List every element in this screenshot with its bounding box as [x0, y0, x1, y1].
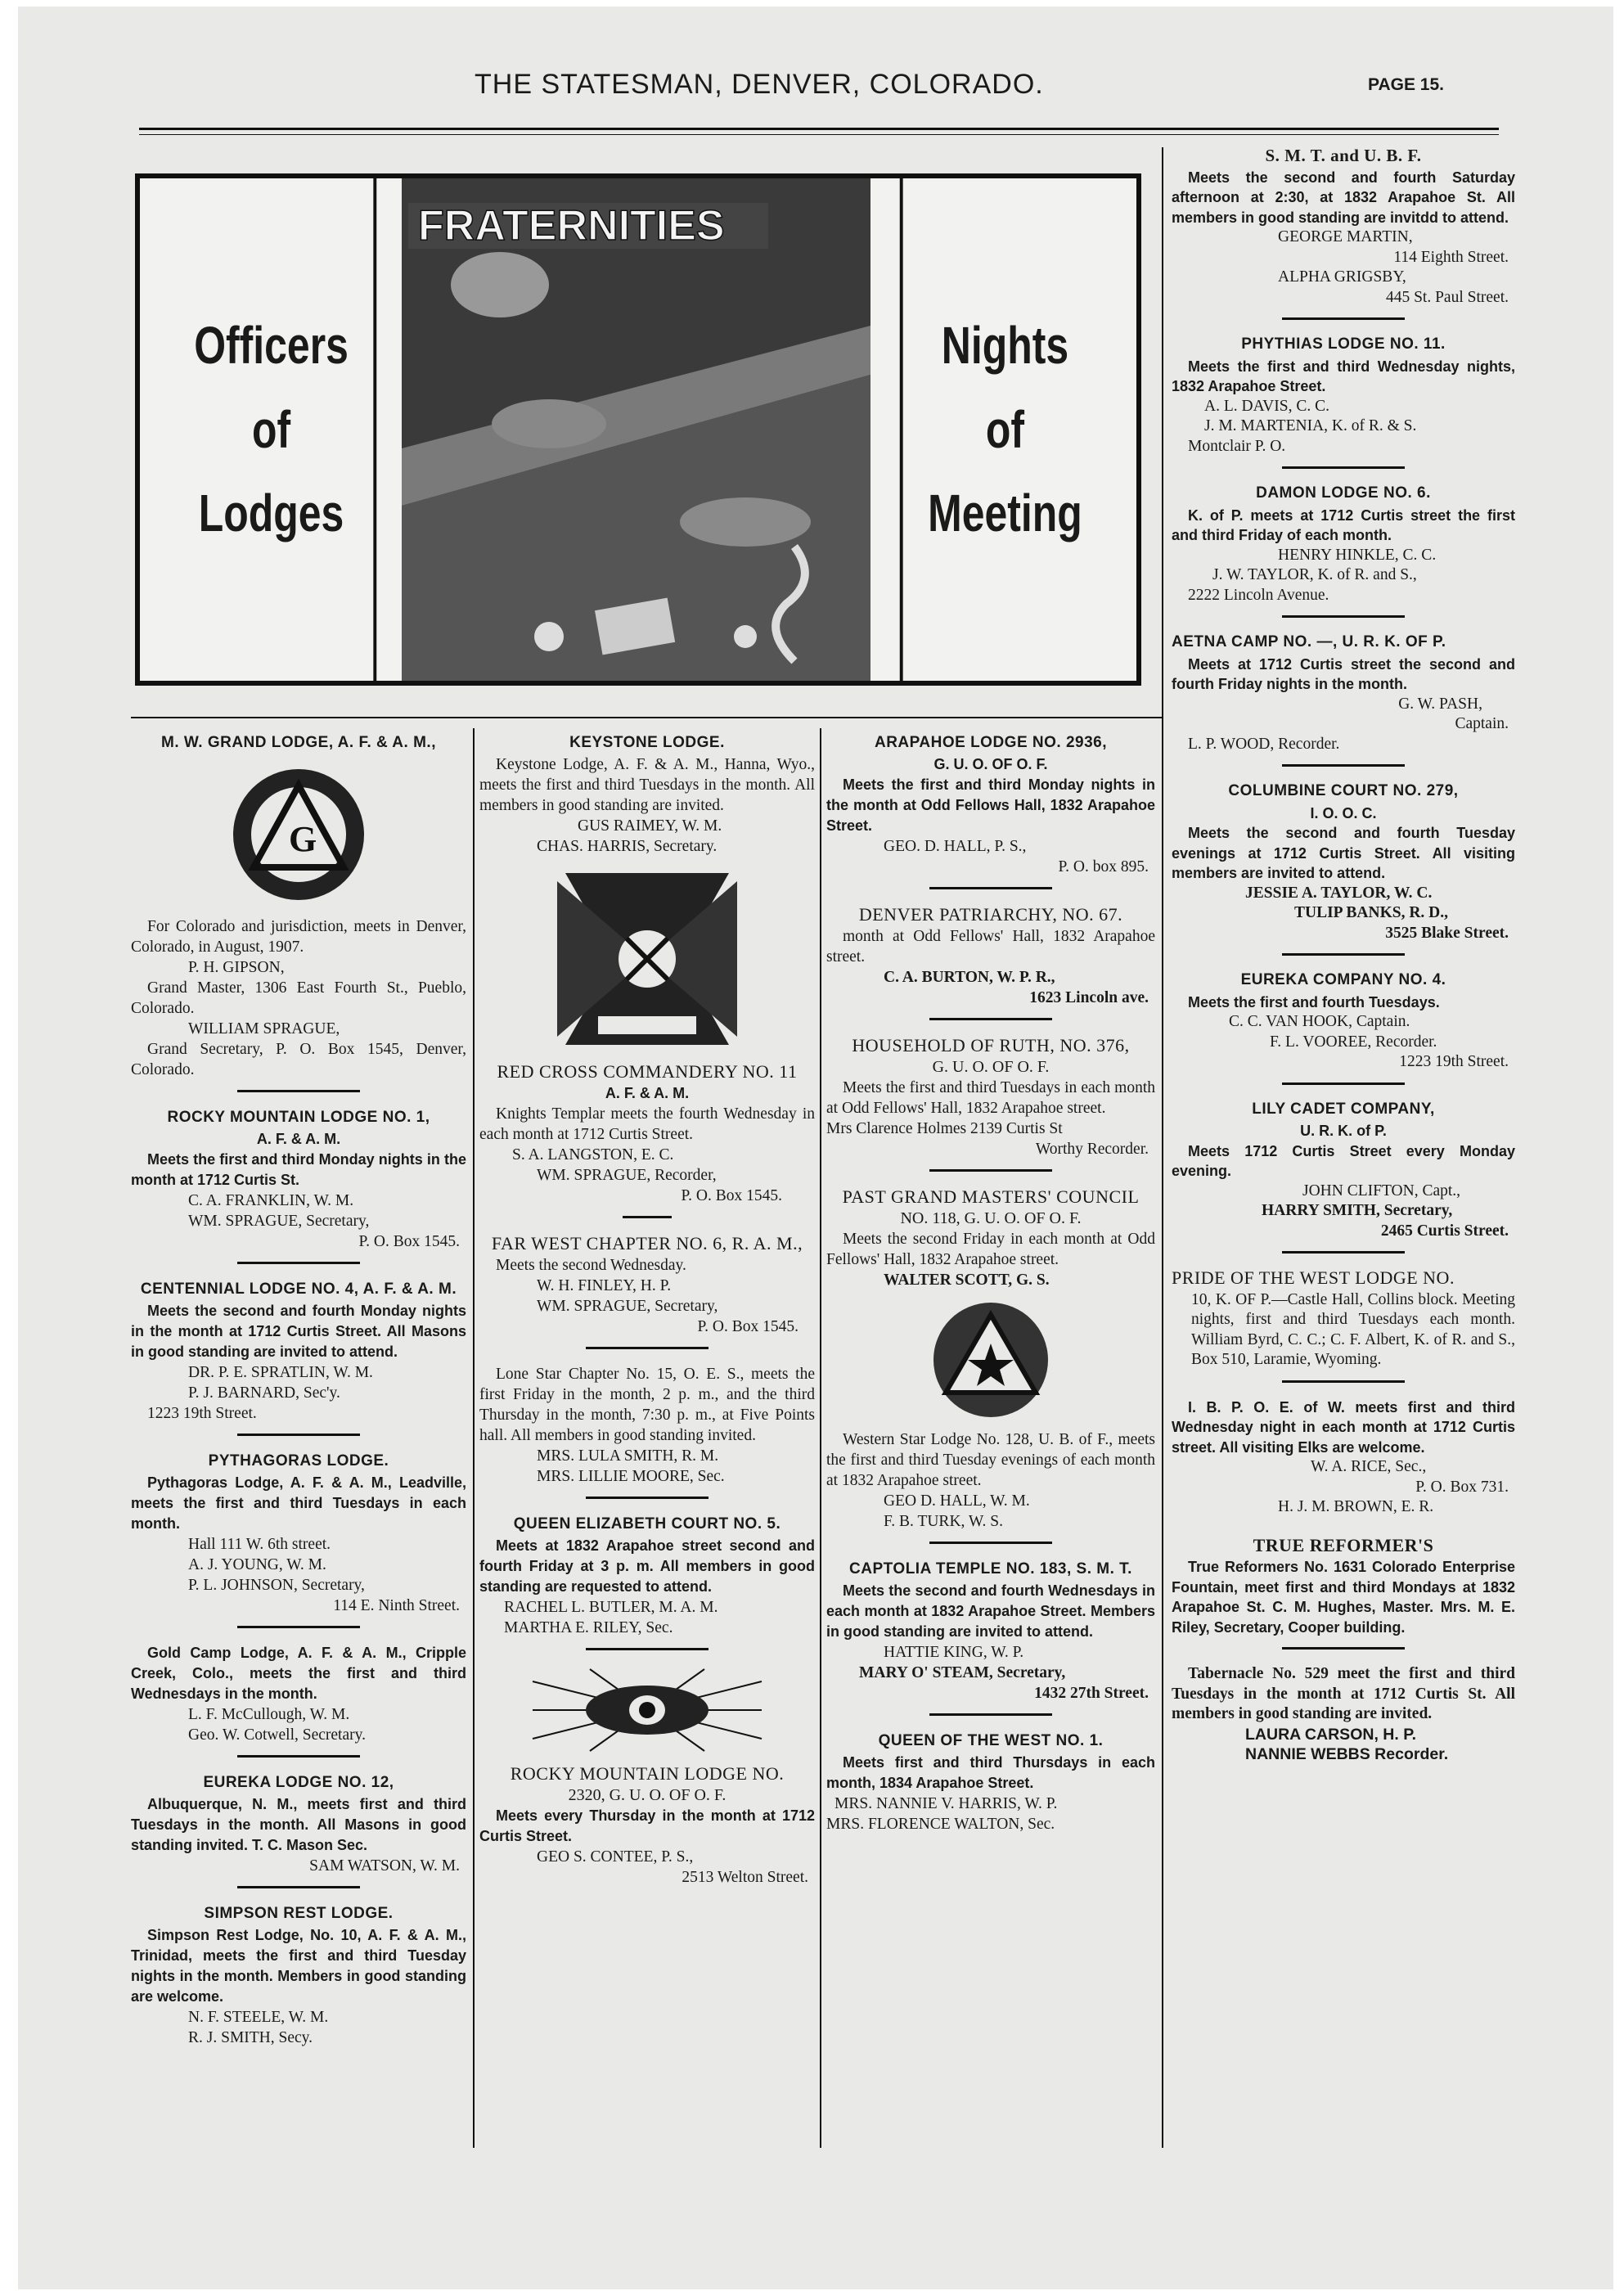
listing-subheading: A. F. & A. M. — [256, 1131, 341, 1147]
listing-subheading: I. O. O. C. — [1310, 804, 1377, 821]
listing-body: Albuquerque, N. M., meets first and third Tuesdays in the month. All Masons in good standing invited. T. C. Mason Sec. — [131, 1796, 466, 1853]
listing-body: Simpson Rest Lodge, No. 10, A. F. & A. M., Trinidad, meets the first and third Tuesday nights in the month. Members in good standing are welcome. — [131, 1927, 466, 2005]
listing-heading: QUEEN OF THE WEST NO. 1. — [878, 1732, 1104, 1749]
separator — [929, 1713, 1052, 1716]
listing-eureka-lodge — [131, 1772, 466, 1876]
listing-signature: Hall 111 W. 6th street. — [188, 1536, 331, 1553]
listing-eureka-company — [1172, 970, 1515, 1073]
listing-grand-lodge — [131, 732, 466, 1080]
listing-heading: TRUE REFORMER'S — [1253, 1534, 1434, 1555]
listing-red-cross-commandery — [479, 1061, 815, 1206]
listing-signature: NANNIE WEBBS Recorder. — [1245, 1745, 1449, 1763]
listing-signature: MARY O' STEAM, Secretary, — [859, 1664, 1066, 1681]
listing-pythagoras-lodge — [131, 1451, 466, 1616]
listing-body: Western Star Lodge No. 128, U. B. of F., meets the first and third Tuesday evenings of each month at 1832 Arapahoe street. — [826, 1431, 1155, 1489]
listing-signature: J. M. MARTENIA, K. of R. & S. — [1204, 417, 1417, 434]
listing-heading: PHYTHIAS LODGE NO. 11. — [1241, 335, 1446, 353]
banner-right-line-1: Nights — [941, 316, 1069, 376]
masonic-emblem-icon — [225, 761, 372, 908]
listing-heading: PAST GRAND MASTERS' COUNCIL — [842, 1186, 1140, 1207]
listing-signature: P. O. Box 1545. — [358, 1233, 460, 1250]
listing-centennial-lodge — [131, 1279, 466, 1424]
listing-signature: Geo. W. Cotwell, Secretary. — [188, 1726, 366, 1744]
listing-signature: CHAS. HARRIS, Secretary. — [537, 838, 718, 855]
listing-signature: RACHEL L. BUTLER, M. A. M. — [504, 1599, 718, 1616]
listing-heading: PRIDE OF THE WEST LODGE NO. — [1172, 1267, 1455, 1288]
listing-heading: FAR WEST CHAPTER NO. 6, R. A. M., — [491, 1233, 803, 1254]
column-4 — [1172, 146, 1515, 1770]
banner-right-line-2: of — [985, 399, 1025, 459]
banner-right-panel — [900, 178, 1108, 681]
listing-signature: 114 E. Ninth Street. — [333, 1597, 460, 1614]
column-divider-2 — [820, 728, 821, 2148]
separator — [1282, 317, 1405, 320]
listing-signature: 1623 Lincoln ave. — [1029, 989, 1149, 1006]
listing-body: 10, K. OF P.—Castle Hall, Collins block. Meeting nights, first and third Tuesdays each month. William Byrd, C. C.; C. F. Albert, K. of R. and S., Box 510, Laramie, Wyoming. — [1191, 1290, 1515, 1368]
listing-queen-elizabeth-court — [479, 1514, 815, 1638]
separator — [1282, 953, 1405, 956]
listing-signature: F. B. TURK, W. S. — [884, 1513, 1004, 1530]
listing-true-reformers — [1172, 1536, 1515, 1638]
banner-right-line-3: Meeting — [928, 484, 1082, 543]
listing-signature: MRS. LILLIE MOORE, Sec. — [537, 1468, 725, 1485]
fraternities-banner — [135, 173, 1141, 686]
banner-left-line-2: of — [251, 399, 291, 459]
listing-body: Gold Camp Lodge, A. F. & A. M., Cripple Creek, Colo., meets the first and third Wednesdays in the month. — [131, 1645, 466, 1702]
separator — [237, 1262, 360, 1264]
listing-body: Meets the second and fourth Monday nights in the month at 1712 Curtis Street. All Masons in good standing are invited to attend. — [131, 1303, 466, 1360]
listing-signature: A. L. DAVIS, C. C. — [1204, 397, 1329, 415]
banner-bottom-rule — [131, 717, 1163, 718]
separator — [237, 1755, 360, 1758]
listing-body: Keystone Lodge, A. F. & A. M., Hanna, Wyo., meets the first and third Tuesdays in the month. All members in good standing are invited. — [479, 756, 815, 814]
listing-signature: J. W. TAYLOR, K. of R. and S., — [1212, 566, 1417, 583]
listing-signature: LAURA CARSON, H. P. — [1245, 1725, 1417, 1744]
masthead: THE STATESMAN, DENVER, COLORADO. — [475, 69, 1044, 100]
listing-signature: 114 Eighth Street. — [1393, 248, 1509, 266]
listing-body: Meets at 1712 Curtis street the second and fourth Friday nights in the month. — [1172, 655, 1515, 692]
listing-heading: AETNA CAMP NO. —, U. R. K. OF P. — [1172, 633, 1446, 650]
listing-signature: 445 St. Paul Street. — [1385, 288, 1509, 306]
listing-signature: GEO S. CONTEE, P. S., — [537, 1848, 694, 1866]
column-2 — [479, 732, 815, 1893]
listing-body: Tabernacle No. 529 meet the first and third Tuesdays in the month at 1712 Curtis St. All members in good standing are invited. — [1172, 1665, 1515, 1722]
listing-subheading: NO. 118, G. U. O. OF O. F. — [900, 1209, 1082, 1227]
listing-signature: P. O. Box 1545. — [697, 1318, 799, 1335]
listing-heading: DAMON LODGE NO. 6. — [1256, 484, 1431, 502]
listing-captolia-temple — [826, 1559, 1155, 1704]
listing-heading: SIMPSON REST LODGE. — [204, 1905, 394, 1922]
listing-signature: 1223 19th Street. — [1399, 1053, 1509, 1070]
listing-body: K. of P. meets at 1712 Curtis street the first and third Friday of each month. — [1172, 506, 1515, 543]
listing-signature: 2222 Lincoln Avenue. — [1188, 586, 1329, 604]
listing-body: month at Odd Fellows' Hall, 1832 Arapahoe street. — [826, 928, 1155, 965]
listing-signature: SAM WATSON, W. M. — [309, 1857, 460, 1875]
listing-signature: MRS. LULA SMITH, R. M. — [537, 1447, 719, 1465]
listing-heading: QUEEN ELIZABETH COURT NO. 5. — [513, 1515, 781, 1533]
column-divider-4 — [1162, 147, 1163, 2148]
listing-signature: GEORGE MARTIN, — [1278, 228, 1413, 245]
listing-heading: EUREKA LODGE NO. 12, — [203, 1774, 394, 1791]
listing-signature: GEO D. HALL, W. M. — [884, 1492, 1030, 1510]
listing-past-grand-masters-council — [826, 1186, 1155, 1290]
listing-heading: M. W. GRAND LODGE, A. F. & A. M., — [161, 734, 436, 751]
listing-keystone-lodge — [479, 732, 815, 857]
listing-queen-of-the-west — [826, 1731, 1155, 1834]
listing-subheading: G. U. O. OF O. F. — [933, 756, 1048, 772]
separator — [623, 1216, 672, 1218]
separator — [1282, 466, 1405, 469]
listing-body: Grand Master, 1306 East Fourth St., Pueblo, Colorado. — [131, 979, 466, 1017]
listing-signature: R. J. SMITH, Secy. — [188, 2029, 313, 2046]
listing-lily-cadet-company — [1172, 1100, 1515, 1242]
listing-signature: W. H. FINLEY, H. P. — [537, 1277, 672, 1294]
listing-signature: P. H. GIPSON, — [188, 959, 285, 976]
listing-heading: LILY CADET COMPANY, — [1252, 1100, 1435, 1118]
listing-body: Meets first and third Thursdays in each month, 1834 Arapahoe Street. — [826, 1754, 1155, 1791]
listing-signature: DR. P. E. SPRATLIN, W. M. — [188, 1364, 373, 1381]
listing-signature: GUS RAIMEY, W. M. — [578, 817, 722, 835]
separator — [1282, 615, 1405, 618]
listing-signature: Worthy Recorder. — [1035, 1141, 1149, 1158]
listing-signature: WM. SPRAGUE, Recorder, — [537, 1167, 717, 1184]
listing-signature: P. O. Box 731. — [1415, 1478, 1509, 1496]
listing-phythias-lodge — [1172, 335, 1515, 457]
column-divider-1 — [473, 728, 475, 2148]
listing-heading: PYTHAGORAS LODGE. — [208, 1452, 389, 1470]
separator — [929, 1018, 1052, 1020]
listing-signature: ALPHA GRIGSBY, — [1278, 268, 1406, 286]
listing-body: Meets at 1832 Arapahoe street second and fourth Friday at 3 p. m. All members in good standing are requested to attend. — [479, 1537, 815, 1595]
masthead-rule — [139, 128, 1499, 135]
listing-body: Meets the first and third Tuesdays in each month at Odd Fellows' Hall, 1832 Arapahoe street. — [826, 1079, 1155, 1117]
listing-denver-patriarchy — [826, 904, 1155, 1008]
listing-heading: EUREKA COMPANY NO. 4. — [1240, 971, 1446, 988]
listing-smt-ubf — [1172, 146, 1515, 308]
listing-signature: 1432 27th Street. — [1034, 1685, 1149, 1702]
listing-heading: COLUMBINE COURT NO. 279, — [1228, 782, 1459, 799]
separator — [237, 1434, 360, 1436]
listing-signature: L. P. WOOD, Recorder. — [1188, 735, 1340, 753]
listing-signature: P. O. box 895. — [1058, 858, 1149, 875]
listing-signature: C. A. BURTON, W. P. R., — [884, 969, 1055, 986]
listing-body: Meets the second and fourth Saturday afternoon at 2:30, at 1832 Arapahoe St. All members in good standing are invitdd to attend. — [1172, 169, 1515, 226]
separator — [929, 1542, 1052, 1544]
listing-columbine-court — [1172, 781, 1515, 943]
listing-signature: MARTHA E. RILEY, Sec. — [504, 1619, 673, 1636]
listing-heading: CENTENNIAL LODGE NO. 4, A. F. & A. M. — [140, 1281, 457, 1298]
listing-body: Meets every Thursday in the month at 1712 Curtis Street. — [479, 1807, 815, 1844]
separator — [1282, 1082, 1405, 1085]
listing-lone-star-chapter — [479, 1364, 815, 1487]
listing-signature: 1223 19th Street. — [147, 1405, 257, 1422]
listing-signature: JOHN CLIFTON, Capt., — [1302, 1182, 1461, 1200]
listing-body: Meets the second Wednesday. — [496, 1257, 686, 1274]
listing-body: For Colorado and jurisdiction, meets in Denver, Colorado, in August, 1907. — [131, 918, 466, 956]
column-3 — [826, 732, 1155, 1839]
listing-signature: TULIP BANKS, R. D., — [1294, 904, 1448, 921]
listing-heading: S. M. T. and U. B. F. — [1265, 146, 1422, 165]
separator — [586, 1648, 709, 1650]
listing-signature: HENRY HINKLE, C. C. — [1278, 546, 1437, 564]
listing-heading: HOUSEHOLD OF RUTH, NO. 376, — [852, 1035, 1130, 1055]
listing-body: Lone Star Chapter No. 15, O. E. S., meets the first Friday in the month, 2 p. m., and the third Thursday in the month, 7:30 p. m., at Five Points hall. All members in good standing invited. — [479, 1366, 815, 1444]
separator — [1282, 1380, 1405, 1383]
listing-signature: HATTIE KING, W. P. — [884, 1644, 1024, 1661]
listing-heading: DENVER PATRIARCHY, NO. 67. — [858, 904, 1123, 925]
listing-signature: 3525 Blake Street. — [1385, 924, 1509, 942]
listing-aetna-camp — [1172, 632, 1515, 754]
separator — [929, 887, 1052, 889]
separator — [1282, 764, 1405, 767]
column-1 — [131, 732, 466, 2053]
listing-body: Knights Templar meets the fourth Wednesday in each month at 1712 Curtis Street. — [479, 1105, 815, 1143]
separator — [586, 1347, 709, 1349]
listing-signature: WM. SPRAGUE, Secretary, — [188, 1213, 370, 1230]
listing-arapahoe-lodge — [826, 732, 1155, 877]
listing-household-of-ruth — [826, 1035, 1155, 1159]
listing-subheading: G. U. O. OF O. F. — [932, 1058, 1050, 1076]
separator — [237, 1886, 360, 1888]
listing-simpson-rest-lodge — [131, 1903, 466, 2048]
listing-signature: WM. SPRAGUE, Secretary, — [537, 1298, 718, 1315]
separator — [929, 1169, 1052, 1172]
listing-heading: ROCKY MOUNTAIN LODGE NO. — [510, 1763, 785, 1784]
listing-signature: L. F. McCullough, W. M. — [188, 1706, 350, 1723]
listing-signature: WALTER SCOTT, G. S. — [884, 1272, 1050, 1289]
all-seeing-eye-emblem-icon — [524, 1665, 770, 1755]
listing-body: Meets the second Friday in each month at Odd Fellows' Hall, 1832 Arapahoe street. — [826, 1231, 1155, 1268]
listing-body: I. B. P. O. E. of W. meets first and third Wednesday night in each month at 1712 Curtis street. All visiting Elks are welcome. — [1172, 1398, 1515, 1456]
listing-rocky-mountain-lodge-2320 — [479, 1763, 815, 1888]
listing-damon-lodge — [1172, 484, 1515, 605]
listing-body: Meets the second and fourth Tuesday evenings at 1712 Curtis Street. All visiting members are invited to attend. — [1172, 825, 1515, 881]
listing-western-star-lodge — [826, 1429, 1155, 1532]
listing-body: Pythagoras Lodge, A. F. & A. M., Leadville, meets the first and third Tuesdays in each month. — [131, 1474, 466, 1532]
western-star-emblem-icon — [929, 1299, 1052, 1421]
listing-signature: W. A. RICE, Sec., — [1311, 1458, 1427, 1475]
listing-subheading: A. F. & A. M. — [605, 1085, 690, 1101]
listing-elks — [1172, 1398, 1515, 1518]
separator — [1282, 1647, 1405, 1650]
listing-heading: ARAPAHOE LODGE NO. 2936, — [874, 734, 1108, 751]
listing-body: Grand Secretary, P. O. Box 1545, Denver, Colorado. — [131, 1041, 466, 1078]
listing-signature: G. W. PASH, — [1398, 695, 1482, 713]
listing-signature: 2465 Curtis Street. — [1380, 1222, 1509, 1240]
fraternities-illustration — [402, 178, 870, 681]
listing-rocky-mountain-lodge-1 — [131, 1107, 466, 1252]
banner-left-panel — [169, 178, 377, 681]
listing-signature: WILLIAM SPRAGUE, — [188, 1020, 340, 1037]
separator — [237, 1626, 360, 1628]
listing-body: Meets the first and fourth Tuesdays. — [1188, 993, 1440, 1010]
listing-body: Meets the second and fourth Wednesdays in each month at 1832 Arapahoe Street. Members in good standing are invited to attend. — [826, 1582, 1155, 1640]
listing-signature: P. J. BARNARD, Sec'y. — [188, 1384, 340, 1402]
listing-signature: C. C. VAN HOOK, Captain. — [1229, 1013, 1410, 1030]
listing-body: Meets the first and third Wednesday nights, 1832 Arapahoe Street. — [1172, 358, 1515, 394]
banner-left-line-1: Officers — [194, 316, 349, 376]
listing-heading: RED CROSS COMMANDERY NO. 11 — [497, 1061, 798, 1082]
page-number: PAGE 15. — [1368, 75, 1444, 94]
svg-text:G: G — [289, 819, 317, 859]
listing-signature: F. L. VOOREE, Recorder. — [1270, 1033, 1437, 1051]
separator — [586, 1497, 709, 1499]
listing-signature: A. J. YOUNG, W. M. — [188, 1556, 326, 1573]
listing-signature: N. F. STEELE, W. M. — [188, 2009, 329, 2026]
listing-subheading: 2320, G. U. O. OF O. F. — [568, 1786, 727, 1804]
listing-subheading: U. R. K. of P. — [1300, 1123, 1387, 1139]
listing-far-west-chapter — [479, 1233, 815, 1337]
listing-heading: KEYSTONE LODGE. — [569, 734, 725, 751]
banner-left-line-3: Lodges — [198, 484, 344, 543]
listing-signature: Montclair P. O. — [1188, 437, 1286, 455]
listing-signature: GEO. D. HALL, P. S., — [884, 838, 1027, 855]
listing-body: True Reformers No. 1631 Colorado Enterprise Fountain, meet first and third Mondays at 1832 Arapahoe St. C. M. Hughes, Master. Mrs. M. E. Riley, Secretary, Cooper building. — [1172, 1559, 1515, 1636]
listing-signature: C. A. FRANKLIN, W. M. — [188, 1192, 354, 1209]
listing-heading: ROCKY MOUNTAIN LODGE NO. 1, — [167, 1109, 430, 1126]
listing-signature: HARRY SMITH, Secretary, — [1262, 1202, 1453, 1219]
listing-signature: Mrs Clarence Holmes 2139 Curtis St — [826, 1120, 1063, 1137]
listing-signature: P. O. Box 1545. — [681, 1187, 782, 1204]
banner-center-title: FRATERNITIES — [418, 202, 725, 250]
listing-signature: Captain. — [1455, 715, 1509, 732]
listing-signature: JESSIE A. TAYLOR, W. C. — [1245, 884, 1433, 902]
listing-heading: CAPTOLIA TEMPLE NO. 183, S. M. T. — [849, 1560, 1132, 1578]
separator — [1282, 1251, 1405, 1254]
listing-signature: 2513 Welton Street. — [682, 1869, 808, 1886]
listing-body: Meets the first and third Monday nights in the month at Odd Fellows Hall, 1832 Arapahoe Street. — [826, 776, 1155, 834]
listing-signature: P. L. JOHNSON, Secretary, — [188, 1577, 365, 1594]
listing-body: Meets 1712 Curtis Street every Monday evening. — [1172, 1142, 1515, 1179]
listing-signature: S. A. LANGSTON, E. C. — [512, 1146, 674, 1164]
listing-gold-camp-lodge — [131, 1643, 466, 1745]
listing-signature: H. J. M. BROWN, E. R. — [1278, 1498, 1434, 1515]
listing-pride-of-the-west-lodge — [1172, 1268, 1515, 1371]
listing-tabernacle — [1172, 1664, 1515, 1765]
listing-body: Meets the first and third Monday nights in the month at 1712 Curtis St. — [131, 1151, 466, 1188]
listing-signature: MRS. NANNIE V. HARRIS, W. P. — [834, 1795, 1058, 1812]
templar-cross-emblem-icon — [549, 865, 745, 1053]
separator — [237, 1090, 360, 1092]
listing-signature: MRS. FLORENCE WALTON, Sec. — [826, 1816, 1055, 1833]
